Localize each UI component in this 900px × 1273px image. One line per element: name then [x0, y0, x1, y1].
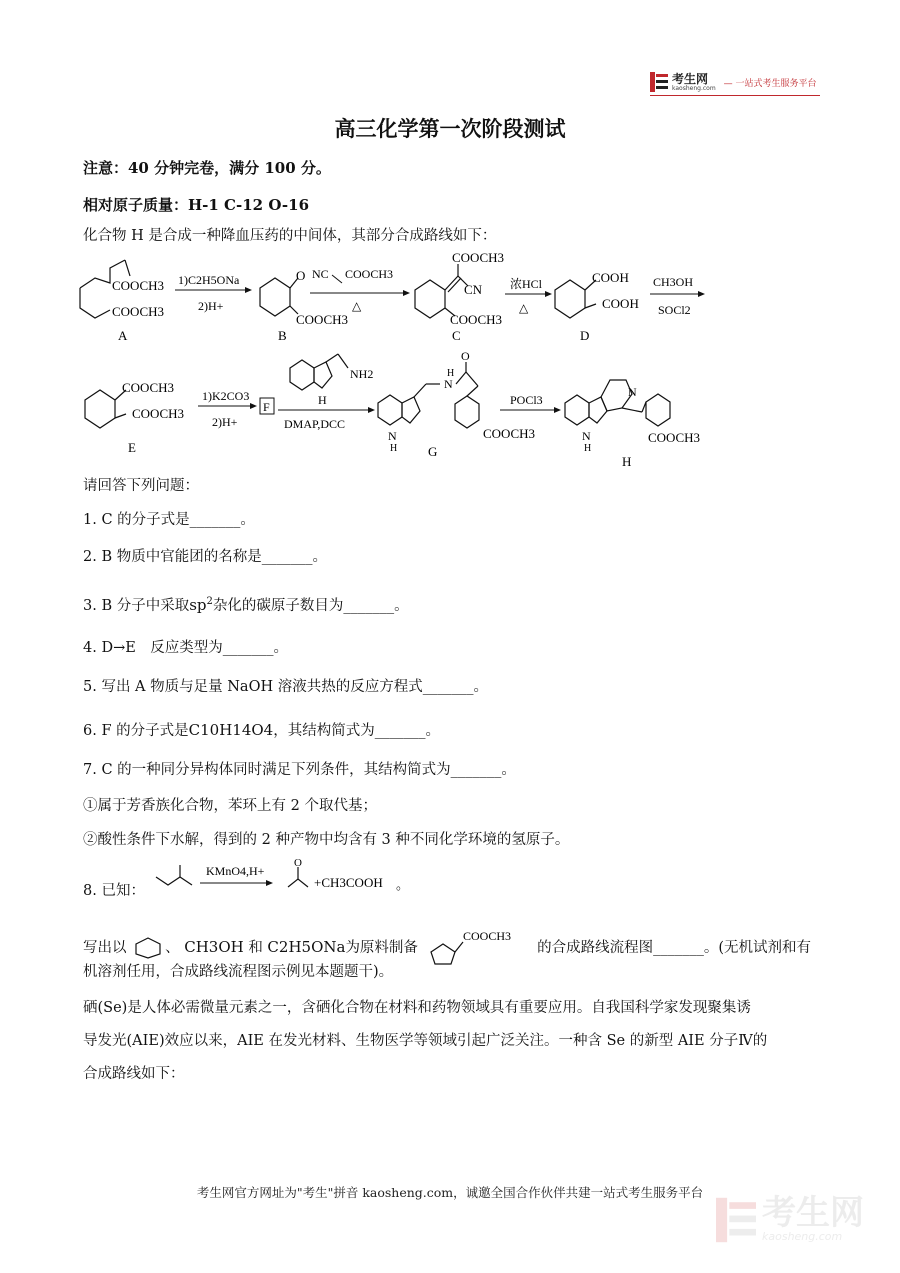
question-7-condition-1: ①属于芳香族化合物，苯环上有 2 个取代基；	[83, 798, 377, 814]
watermark-text: 考生网	[762, 1193, 864, 1233]
passage-line-3: 合成路线如下：	[83, 1066, 185, 1082]
question-3: 3. B 分子中采取$sp^2$杂化的碳原子数目为_______。	[83, 595, 409, 614]
watermark	[716, 1193, 864, 1243]
q8-reagent: KMnO4,H+	[206, 864, 265, 878]
step1-bottom: 2)H+	[198, 299, 224, 313]
molecule-H	[565, 380, 670, 426]
atomic-mass: 相对原子质量：H-1 C-12 O-16	[83, 196, 310, 214]
question-8-label: 8. 已知：	[83, 883, 145, 899]
C-nitrile: CN	[464, 282, 483, 297]
step5-top: 1)K2CO3	[202, 389, 250, 403]
molecule-E	[85, 390, 126, 428]
q8-product: +CH3COOH	[314, 875, 383, 890]
heat-3: △	[519, 301, 529, 315]
D-acid1: COOH	[592, 270, 629, 285]
header-divider	[650, 95, 820, 96]
tryptamine-reagent	[290, 354, 348, 390]
A-ester2: COOCH3	[112, 304, 165, 319]
q8-known-reaction	[148, 855, 428, 900]
intro-text: 化合物 H 是合成一种降血压药的中间体，其部分合成路线如下：	[83, 228, 497, 244]
step7-top: POCl3	[510, 393, 543, 407]
scheme-row-1	[70, 248, 840, 348]
E-ester1: COOCH3	[122, 380, 175, 395]
question-7: 7. C 的一种同分异构体同时满足下列条件，其结构简式为_______。	[83, 762, 516, 778]
reagent-NH: H	[318, 393, 327, 407]
step5-bottom: 2)H+	[212, 415, 238, 429]
label-G: G	[428, 444, 438, 459]
question-7-condition-2: ②酸性条件下水解，得到的 2 种产物中均含有 3 种不同化学环境的氢原子。	[83, 832, 570, 848]
question-8-line-1: 写出以 、 CH3OH 和 C2H5ONa为原料制备 COOCH3 的合成路线流程图_______。(无机试剂和有	[83, 928, 823, 968]
reagent-NH2: NH2	[350, 367, 374, 381]
svg-text:。: 。	[396, 877, 410, 892]
heat-2: △	[352, 299, 362, 313]
H-ester: COOCH3	[648, 430, 701, 445]
cyclohexene-icon	[131, 937, 165, 959]
G-amide-N: N	[444, 377, 453, 391]
logo-brand: 考生网	[672, 71, 709, 86]
step4-bottom: SOCl2	[658, 303, 691, 317]
svg-text:O: O	[294, 857, 302, 869]
B-ketone: O	[296, 268, 306, 283]
F-label: F	[263, 400, 270, 414]
scheme-row-2	[70, 348, 840, 473]
molecule-D	[555, 280, 596, 318]
label-A: A	[118, 328, 128, 343]
prompt: 请回答下列问题：	[83, 478, 199, 494]
G-amide-H: H	[447, 368, 455, 379]
question-2: 2. B 物质中官能团的名称是_______。	[83, 549, 327, 565]
G-ester: COOCH3	[483, 426, 536, 441]
G-indole-NH: N	[388, 429, 397, 443]
molecule-G	[378, 362, 479, 428]
header-logo	[650, 72, 817, 92]
question-6: 6. F 的分子式是C10H14O4，其结构简式为_______。	[83, 721, 440, 739]
step4-top: CH3OH	[653, 275, 694, 289]
watermark-logo-icon	[716, 1197, 756, 1243]
label-H: H	[622, 454, 632, 469]
logo-tagline: — 一站式考生服务平台	[723, 78, 817, 89]
step1-top: 1)C2H5ONa	[178, 273, 240, 287]
svg-text:COOCH3: COOCH3	[462, 929, 511, 943]
label-B: B	[278, 328, 287, 343]
page-title: 高三化学第一次阶段测试	[334, 116, 566, 141]
watermark-domain: kaosheng.com	[762, 1230, 843, 1243]
step3-top: 浓HCl	[510, 277, 543, 291]
logo-icon	[650, 72, 668, 92]
C-ester2: COOCH3	[450, 312, 503, 327]
B-ester: COOCH3	[296, 312, 349, 327]
H-indole-NH: N	[582, 429, 591, 443]
label-D: D	[580, 328, 590, 343]
D-acid2: COOH	[602, 296, 639, 311]
C-ester1: COOCH3	[452, 250, 505, 265]
label-E: E	[128, 440, 136, 455]
passage-line-2: 导发光(AIE)效应以来，AIE 在发光材料、生物医学等领域引起广泛关注。一种含 Se 的新型 AIE 分子Ⅳ的	[83, 1033, 768, 1049]
G-indole-H: H	[390, 443, 398, 454]
passage-line-1: 硒(Se)是人体必需微量元素之一，含硒化合物在材料和药物领域具有重要应用。自我国科学家发现聚集诱	[83, 1000, 751, 1016]
question-5: 5. 写出 A 物质与足量 NaOH 溶液共热的反应方程式_______。	[83, 679, 488, 695]
notice: 注意：40 分钟完卷，满分 100 分。	[83, 159, 331, 177]
H-indole-H: H	[584, 443, 592, 454]
molecule-B	[260, 278, 298, 316]
molecule-C	[415, 264, 468, 318]
question-1: 1. C 的分子式是_______。	[83, 512, 255, 528]
question-4: 4. D→E 反应类型为_______。	[83, 640, 289, 656]
footer-text: 考生网官方网址为"考生"拼音 kaosheng.com，诚邀全国合作伙伴共建一站式考生服务平台	[196, 1185, 704, 1200]
H-ring-N: N	[628, 385, 637, 399]
formula-F: C10H14O4	[188, 721, 274, 739]
question-8-line-2: 机溶剂任用，合成路线流程图示例见本题题干)。	[83, 964, 394, 980]
A-ester1: COOCH3	[112, 278, 165, 293]
logo-domain: kaosheng.com	[672, 84, 716, 92]
label-C: C	[452, 328, 461, 343]
G-carbonyl-O: O	[461, 349, 470, 363]
E-ester2: COOCH3	[132, 406, 185, 421]
reagent2-left: NC	[312, 267, 329, 281]
step6-bottom: DMAP,DCC	[284, 417, 346, 431]
reagent2-right: COOCH3	[345, 267, 394, 281]
